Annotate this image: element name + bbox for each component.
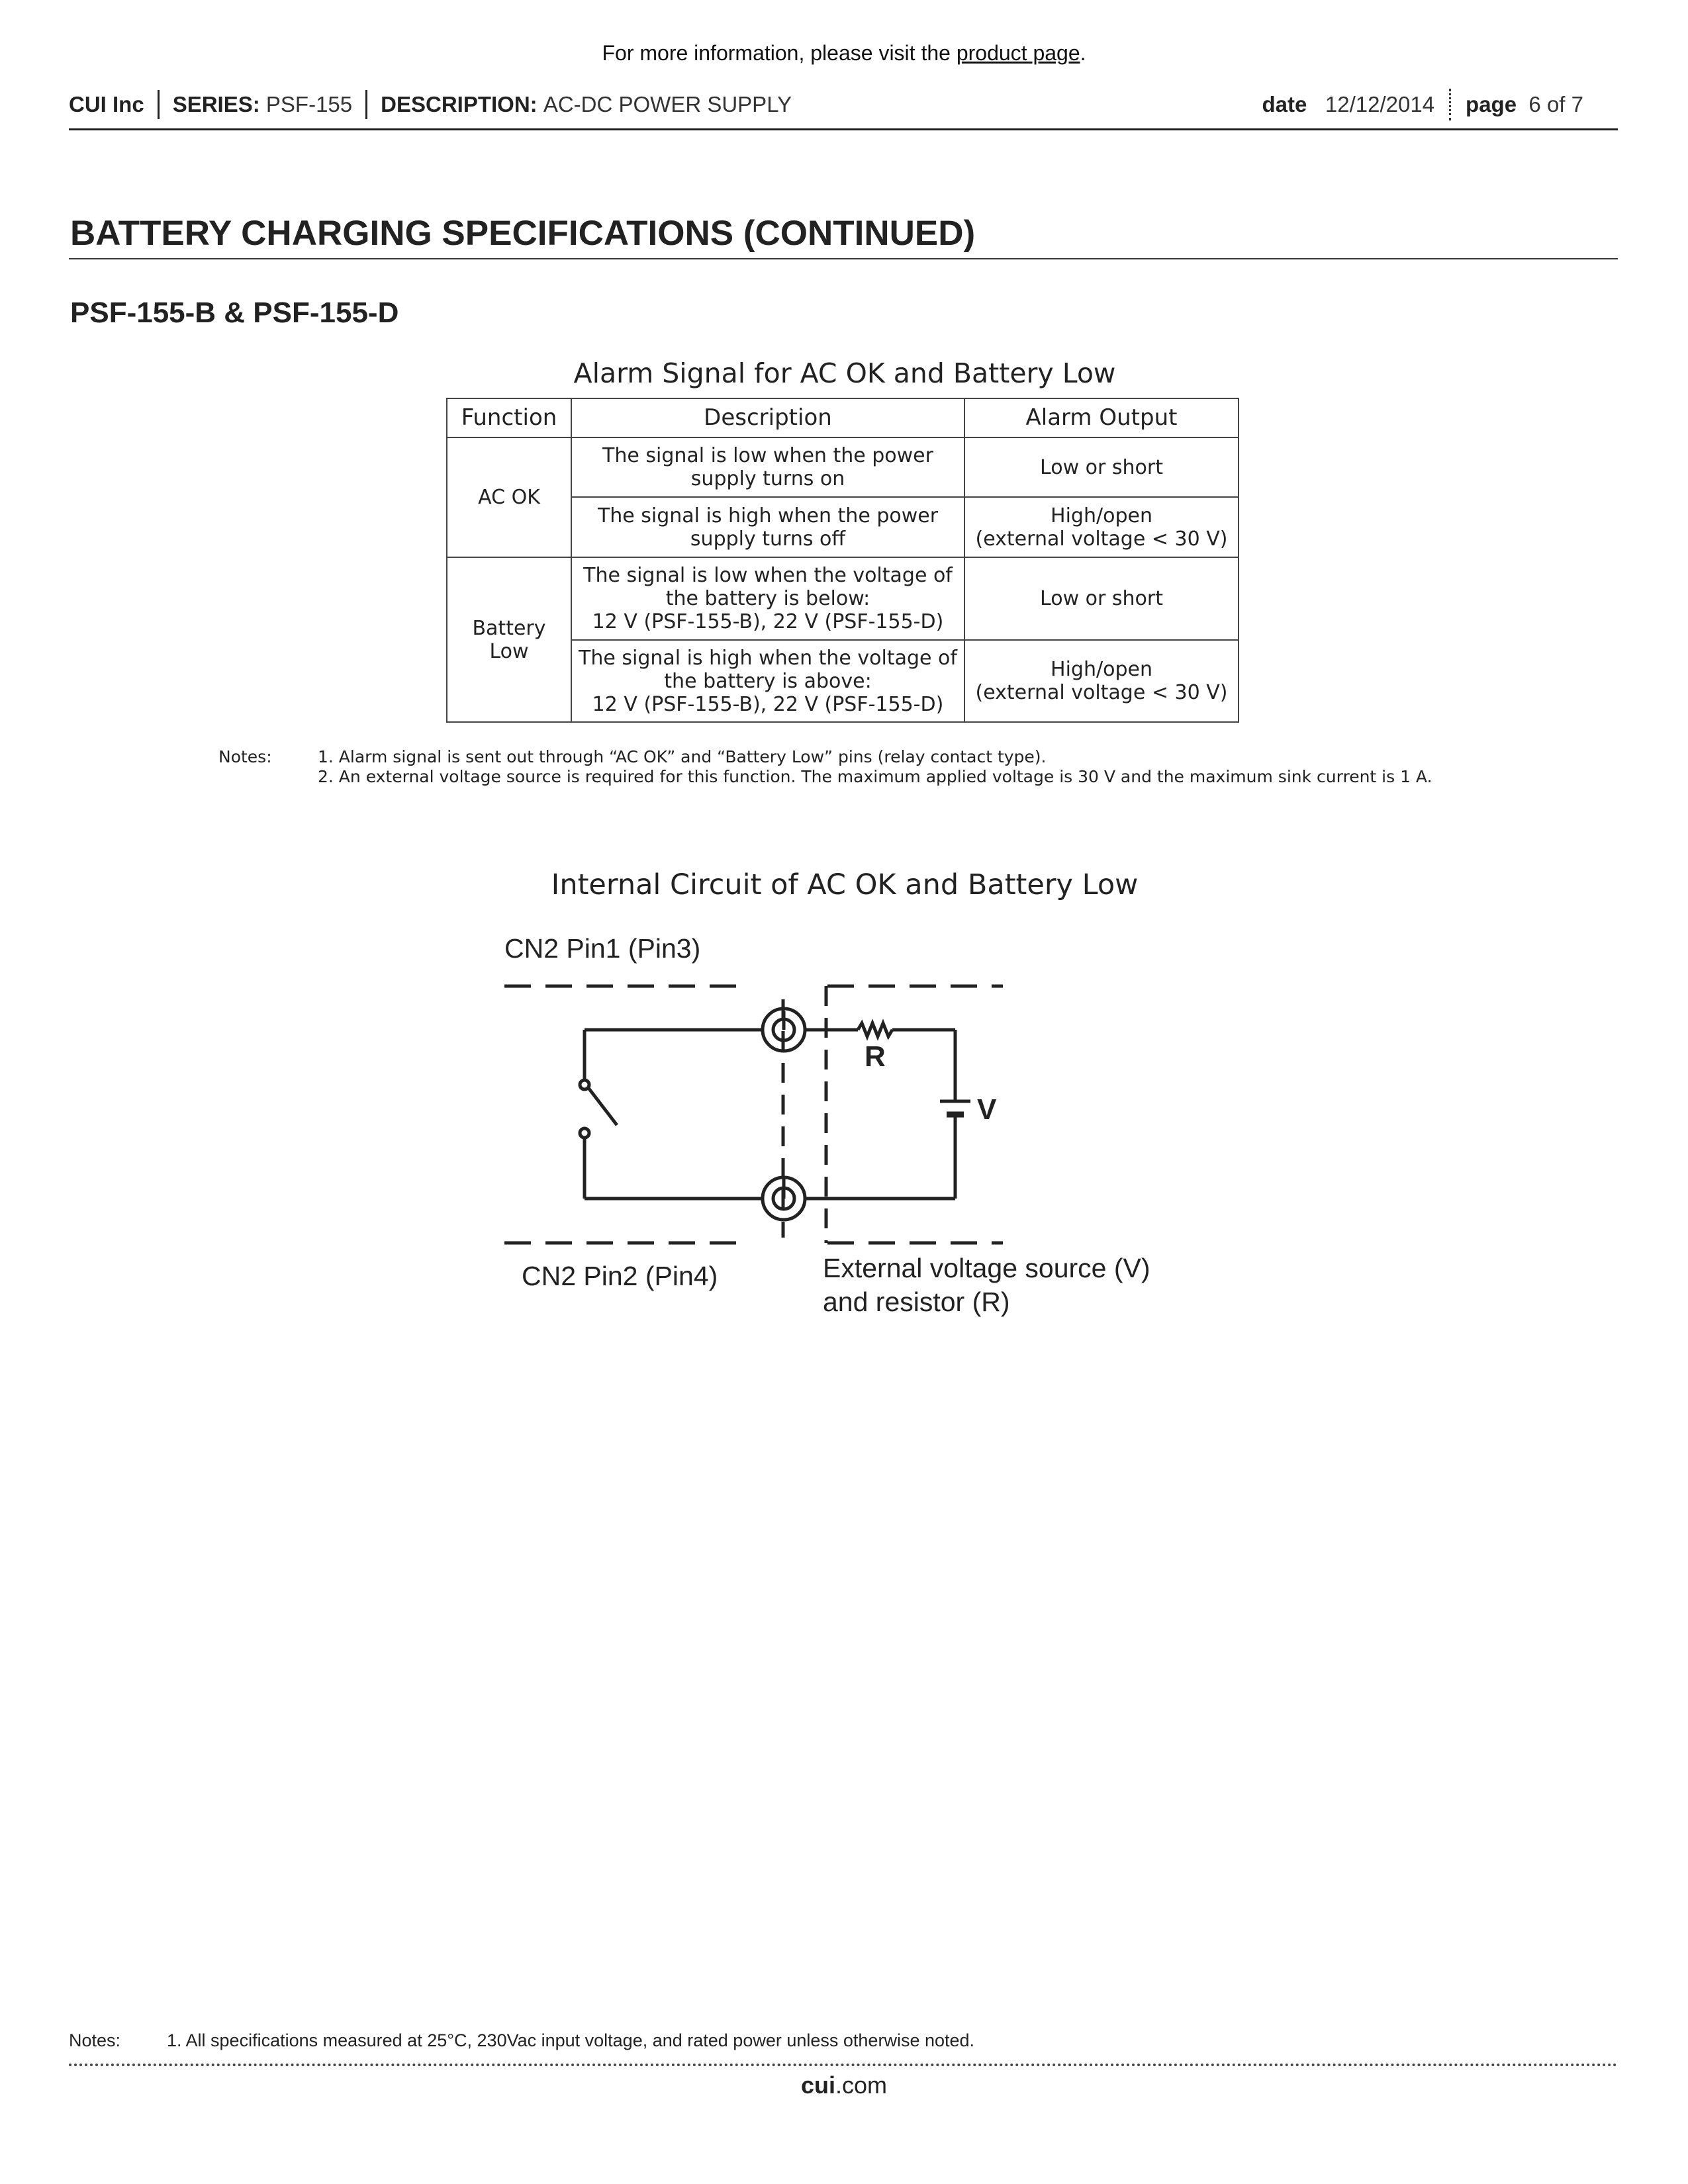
- column-header: Function: [447, 398, 571, 437]
- function-battery-low-line: Low: [489, 639, 529, 663]
- external-source-label: and resistor (R): [823, 1287, 1010, 1317]
- info-end: .: [1080, 41, 1086, 65]
- output-line: High/open: [1051, 658, 1152, 681]
- company-name: CUI Inc: [69, 92, 144, 116]
- output-line: Low or short: [1040, 455, 1163, 479]
- date-value: 12/12/2014: [1325, 92, 1435, 116]
- description-label: DESCRIPTION:: [381, 92, 538, 116]
- footer-rule: [69, 2064, 1618, 2066]
- output-line: (external voltage < 30 V): [975, 681, 1228, 704]
- output-line: High/open: [1051, 504, 1152, 527]
- page-label: page: [1466, 92, 1517, 116]
- description-line: The signal is high when the power: [597, 504, 939, 527]
- voltage-label: V: [977, 1093, 997, 1126]
- product-page-link[interactable]: product page: [956, 41, 1080, 65]
- footer-site: [0, 2071, 1688, 2099]
- switch-blade: [588, 1088, 617, 1125]
- date-label: date: [1262, 92, 1307, 116]
- output-line: Low or short: [1040, 587, 1163, 610]
- resistor-label: R: [865, 1040, 886, 1073]
- description-line: supply turns on: [690, 467, 845, 490]
- table-title: Alarm Signal for AC OK and Battery Low: [573, 357, 1116, 389]
- page-value: 6 of 7: [1528, 92, 1583, 116]
- table-note-item: 2. An external voltage source is required for this function. The maximum applied voltage is 30 V and the maximum sink current is 1 A.: [318, 767, 1432, 786]
- resistor-symbol: [858, 1023, 892, 1036]
- series-label: SERIES:: [172, 92, 260, 116]
- table-note-item: 1. Alarm signal is sent out through “AC OK” and “Battery Low” pins (relay contact type).: [318, 747, 1047, 766]
- models-title: PSF-155-B & PSF-155-D: [70, 296, 399, 329]
- function-ac-ok: AC OK: [478, 486, 540, 509]
- description-line: supply turns off: [690, 527, 846, 551]
- description-line: the battery is above:: [664, 669, 872, 693]
- info-text: For more information, please visit the: [602, 41, 957, 65]
- description-value: AC-DC POWER SUPPLY: [543, 92, 792, 116]
- description-line: The signal is low when the voltage of: [583, 564, 953, 587]
- site-domain: .com: [835, 2071, 888, 2099]
- footer-notes-label: Notes:: [69, 2030, 121, 2050]
- switch-contact-top: [580, 1080, 589, 1089]
- description-line: 12 V (PSF-155-B), 22 V (PSF-155-D): [592, 610, 944, 633]
- description-line: The signal is low when the power: [602, 444, 933, 467]
- function-battery-low-line: Battery: [472, 616, 546, 640]
- description-line: the battery is below:: [665, 587, 870, 610]
- site-name-bold: cui: [800, 2071, 835, 2099]
- output-line: (external voltage < 30 V): [975, 527, 1228, 551]
- circuit-title: Internal Circuit of AC OK and Battery Low: [551, 868, 1139, 901]
- pin-bottom-label: CN2 Pin2 (Pin4): [522, 1261, 718, 1291]
- series-value: PSF-155: [265, 92, 353, 116]
- description-line: The signal is high when the voltage of: [579, 646, 957, 670]
- switch-contact-bottom: [580, 1128, 589, 1138]
- column-header: Alarm Output: [964, 398, 1239, 437]
- section-title: BATTERY CHARGING SPECIFICATIONS (CONTINUED): [70, 214, 976, 253]
- pin-top-label: CN2 Pin1 (Pin3): [504, 933, 701, 964]
- table-notes-label: Notes:: [218, 747, 272, 766]
- external-source-label: External voltage source (V): [823, 1253, 1150, 1283]
- description-line: 12 V (PSF-155-B), 22 V (PSF-155-D): [592, 692, 944, 716]
- column-header: Description: [571, 398, 964, 437]
- footer-note: 1. All specifications measured at 25°C, 230Vac input voltage, and rated power unless otherwise noted.: [167, 2030, 975, 2050]
